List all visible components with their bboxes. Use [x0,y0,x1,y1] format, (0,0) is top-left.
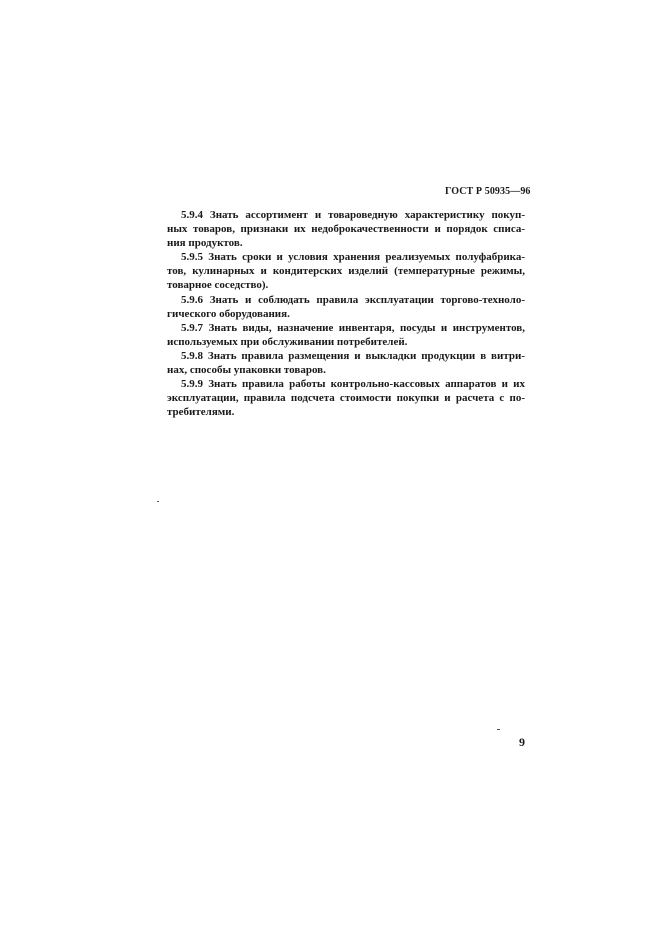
text-line: 5.9.4 Знать ассортимент и товароведную характеристику покуп- [181,209,525,221]
scan-speck [157,501,159,502]
text-line: товарное соседство). [167,279,269,292]
paragraph-5-9-6 [153,293,525,321]
text-line: требителями. [167,406,235,419]
text-line: нах, способы упаковки товаров. [167,364,326,377]
text-line: используемых при обслуживании потребителей. [167,335,408,348]
page-number: 9 [519,735,525,749]
text-line: 5.9.8 Знать правила размещения и выкладки продукции в витри- [181,349,525,362]
paragraph-5-9-9 [153,377,525,419]
paragraph-5-9-7 [153,321,525,349]
text-line: ных товаров, признаки их недоброкачественности и порядок списа- [167,223,525,236]
text-line: 5.9.9 Знать правила работы контрольно-кассовых аппаратов и их [181,378,525,391]
text-line: 5.9.5 Знать сроки и условия хранения реализуемых полуфабрика- [181,251,525,264]
text-line: 5.9.7 Знать виды, назначение инвентаря, посуды и инструментов, [181,321,525,334]
text-line: гического оборудования. [167,307,290,320]
paragraph-5-9-4 [153,208,525,250]
text-line: 5.9.6 Знать и соблюдать правила эксплуатации торгово-техноло- [181,293,525,306]
text-line: эксплуатации, правила подсчета стоимости покупки и расчета с по- [167,392,525,405]
text-line: тов, кулинарных и кондитерских изделий (температурные режимы, [167,265,525,278]
document-code-header: ГОСТ Р 50935—96 [445,186,531,197]
paragraph-5-9-8 [153,349,525,377]
scan-speck [497,729,500,730]
text-line: ния продуктов. [167,237,243,250]
paragraph-5-9-5 [153,250,525,292]
document-body [153,208,525,419]
